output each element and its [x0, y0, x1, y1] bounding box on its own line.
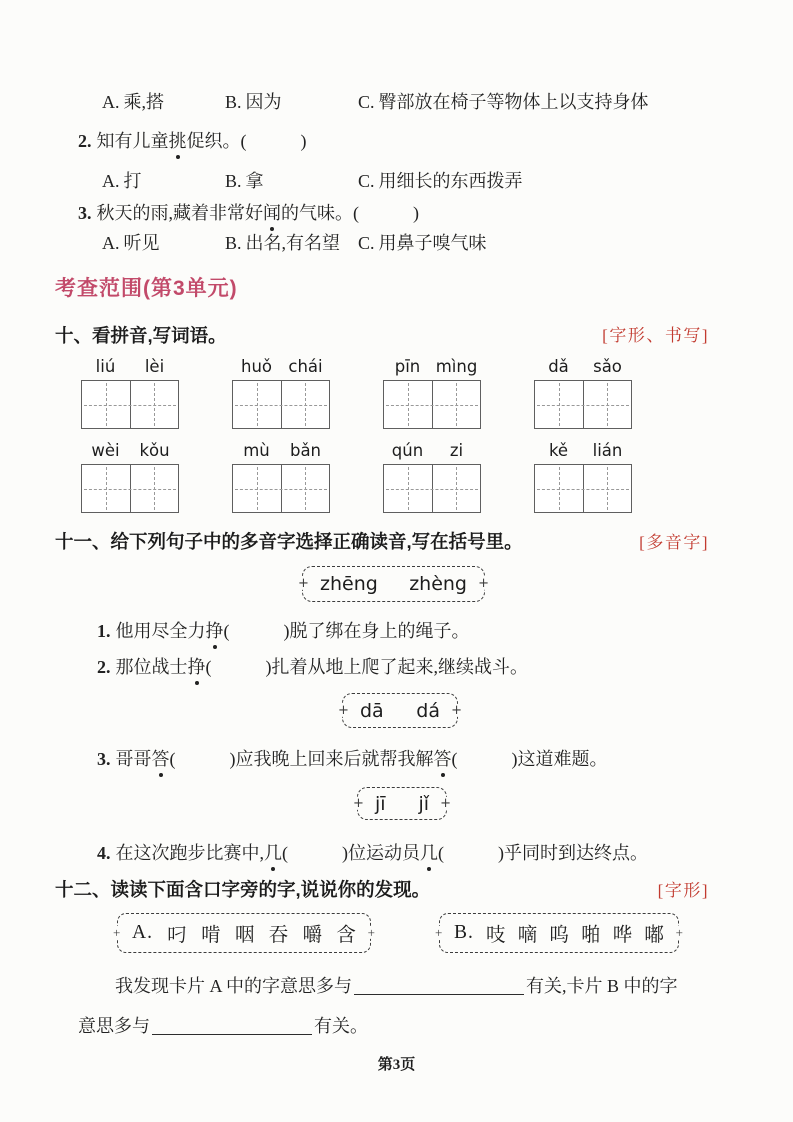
pinyin-option: + zhēng [320, 573, 378, 595]
sentence-text: 秋天的雨,藏着非常好 [96, 203, 263, 223]
writing-grid-cell [233, 381, 281, 428]
writing-grid-cell [130, 381, 179, 428]
writing-grid-box [383, 380, 481, 429]
pinyin-option: dá [416, 699, 440, 722]
question-number: 3. [78, 203, 92, 223]
option-b [225, 88, 358, 114]
discovery-text: 有关。 [314, 1016, 368, 1036]
option-a [102, 88, 225, 114]
exam-scope-header: 考查范围(第3单元) [55, 277, 238, 300]
sentence-text: )这道难题。 [511, 749, 608, 769]
pinyin-labels [232, 357, 330, 378]
emphasized-char: 答 [152, 747, 170, 771]
answer-blank [176, 763, 230, 765]
pinyin-option: zhèng [409, 573, 467, 595]
sentence-text: ( [438, 843, 444, 863]
question-number: 2. [97, 657, 111, 677]
sentence-text: )脱了绑在身上的绳子。 [283, 621, 470, 641]
card-character: 咽 [234, 925, 255, 946]
writing-grid-cell [535, 381, 583, 428]
sentence-text: ) [300, 131, 307, 151]
option-b [225, 229, 358, 255]
answer-blank [230, 635, 284, 637]
option-text: 用细长的东西拨弄 [378, 171, 523, 191]
option-b [225, 167, 358, 193]
pinyin-word-group [534, 357, 632, 429]
writing-grid-cell [82, 381, 130, 428]
writing-grid-cell [583, 381, 632, 428]
writing-grid-cell [281, 465, 330, 512]
sentence-4 [97, 841, 648, 865]
question-number: 3. [97, 749, 111, 769]
writing-grid-cell [130, 465, 179, 512]
pinyin-word-group [232, 357, 330, 429]
option-text: 出名,有名望 [245, 233, 341, 253]
section12-title: 十二、读读下面含口字旁的字,说说你的发现。 [55, 879, 431, 900]
sentence-text: ( [282, 843, 288, 863]
pinyin-syllable: zi [449, 441, 464, 460]
pinyin-labels [383, 357, 481, 378]
option-label: A. [102, 233, 120, 253]
pinyin-choice-box-zheng [302, 566, 485, 602]
card-label: + A. [132, 922, 153, 943]
pinyin-labels [81, 441, 179, 462]
card-character: 嚼 [302, 925, 323, 946]
pinyin-syllable: qún [391, 441, 424, 460]
writing-grid-cell [233, 465, 281, 512]
sentence-text: ( [169, 749, 176, 769]
card-character: 吱 [486, 925, 506, 946]
pinyin-syllable: bǎn [289, 441, 322, 460]
section11-title: 十一、给下列句子中的多音字选择正确读音,写在括号里。 [55, 531, 523, 552]
answer-blank [247, 145, 301, 147]
pinyin-syllable: kǒu [139, 441, 170, 460]
sentence-text: )扎着从地上爬了起来,继续战斗。 [265, 657, 528, 677]
sentence-text: )应我晚上回来后就帮我解 [229, 749, 434, 769]
question3-options-row [102, 229, 487, 255]
emphasized-char: 几 [264, 841, 282, 865]
pinyin-syllable: dǎ [548, 357, 569, 376]
pinyin-syllable: wèi [91, 441, 120, 460]
section10-title: 十、看拼音,写词语。 [55, 325, 227, 346]
pinyin-choice-box-ji [357, 787, 447, 820]
question-3 [78, 201, 419, 225]
option-text: 听见 [123, 233, 160, 253]
option-text: 拿 [245, 171, 264, 191]
discovery-line-2 [78, 1012, 368, 1038]
writing-grid-box [81, 380, 179, 429]
pinyin-labels [81, 357, 179, 378]
sentence-text: ( [451, 749, 458, 769]
writing-grid-box [232, 464, 330, 513]
option-c [358, 167, 523, 193]
answer-blank [288, 857, 342, 859]
card-character: 嘟 [644, 925, 664, 946]
pinyin-option: jǐ [418, 792, 429, 815]
option-text: 臀部放在椅子等物体上以支持身体 [378, 92, 649, 112]
pinyin-word-group [81, 357, 179, 429]
option-label: C. [358, 233, 375, 253]
writing-grid-box [383, 464, 481, 513]
sentence-text: 在这次跑步比赛中, [115, 843, 264, 863]
option-text: 用鼻子嗅气味 [378, 233, 487, 253]
sentence-text: 他用尽全力 [115, 621, 206, 641]
writing-grid-box [232, 380, 330, 429]
question-2 [78, 129, 307, 153]
section12-skill-tag: [字形] [657, 881, 709, 900]
sentence-2 [97, 655, 528, 679]
pinyin-words-row-1 [81, 357, 632, 429]
pinyin-word-group [383, 441, 481, 513]
character-card-b [439, 913, 679, 953]
writing-grid-box [81, 464, 179, 513]
pinyin-syllable: liú [95, 357, 116, 376]
pinyin-syllable: lián [592, 441, 623, 460]
answer-blank [458, 763, 512, 765]
pinyin-syllable: huǒ [240, 357, 272, 376]
sentence-text: ( [205, 657, 212, 677]
sentence-3 [97, 747, 608, 771]
pinyin-syllable: kě [548, 441, 569, 460]
card-character: 含 [336, 925, 356, 946]
option-label: C. [358, 171, 375, 191]
answer-blank [359, 217, 413, 219]
writing-grid-cell [384, 465, 432, 512]
option-label: A. [102, 92, 120, 112]
emphasized-char: 几 [420, 841, 438, 865]
pinyin-words-row-2 [81, 441, 632, 513]
sentence-1 [97, 619, 470, 643]
sentence-text: 促织。( [186, 131, 247, 151]
writing-grid-cell [384, 381, 432, 428]
card-character: 哗 [612, 925, 633, 946]
option-text: 因为 [245, 92, 282, 112]
option-label: B. [225, 233, 242, 253]
question-number: 2. [78, 131, 92, 151]
pinyin-syllable: mù [243, 441, 270, 460]
pinyin-word-group [534, 441, 632, 513]
pinyin-labels [534, 441, 632, 462]
pinyin-syllable: sǎo [593, 357, 622, 376]
pinyin-syllable: lèi [144, 357, 165, 376]
pinyin-syllable: pīn [394, 357, 421, 376]
sentence-text: 的气味。( [281, 203, 359, 223]
card-character: 呜 [549, 925, 569, 946]
card-label: + B. [454, 922, 474, 943]
pinyin-syllable: chái [288, 357, 323, 376]
pinyin-option: + jī [375, 792, 386, 815]
option-a [102, 167, 225, 193]
sentence-text: ) [413, 203, 419, 223]
character-card-a [117, 913, 371, 953]
writing-grid-cell [281, 381, 330, 428]
sentence-text: )乎同时到达终点。 [498, 843, 648, 863]
discovery-text: 有关,卡片 B 中的字 [526, 976, 678, 996]
card-character: 嘀 [517, 925, 538, 946]
question1-options-row [102, 88, 649, 114]
pinyin-labels [534, 357, 632, 378]
option-text: 打 [123, 171, 142, 191]
option-label: B. [225, 171, 242, 191]
pinyin-word-group [383, 357, 481, 429]
pinyin-word-group [232, 441, 330, 513]
emphasized-char: 挣 [188, 655, 206, 679]
card-character: 啪 [581, 925, 601, 946]
writing-grid-box [534, 464, 632, 513]
question2-options-row [102, 167, 523, 193]
discovery-text: 意思多与 [78, 1016, 150, 1036]
pinyin-choice-box-da [342, 693, 458, 728]
emphasized-char: 闻 [263, 201, 281, 225]
writing-grid-box [534, 380, 632, 429]
pinyin-labels [383, 441, 481, 462]
section10-skill-tag: [字形、书写] [602, 326, 709, 345]
pinyin-syllable: mìng [435, 357, 478, 376]
option-text: 乘,搭 [123, 92, 164, 112]
writing-grid-cell [82, 465, 130, 512]
option-label: A. [102, 171, 120, 191]
emphasized-char: 挣 [206, 619, 224, 643]
option-c [358, 88, 649, 114]
fill-in-blank [354, 976, 524, 995]
discovery-text: 我发现卡片 A 中的字意思多与 [115, 976, 353, 996]
option-a [102, 229, 225, 255]
sentence-text: 知有儿童 [96, 131, 169, 151]
option-c [358, 229, 487, 255]
sentence-text: 哥哥 [115, 749, 152, 769]
option-label: B. [225, 92, 242, 112]
pinyin-option: + dā [360, 699, 384, 722]
pinyin-word-group [81, 441, 179, 513]
card-character: 叼 [167, 925, 187, 946]
sentence-text: )位运动员 [342, 843, 420, 863]
discovery-line-1 [115, 972, 678, 998]
section11-skill-tag: [多音字] [639, 533, 709, 552]
answer-blank [444, 857, 498, 859]
pinyin-labels [232, 441, 330, 462]
writing-grid-cell [535, 465, 583, 512]
sentence-text: ( [223, 621, 230, 641]
emphasized-char: 答 [434, 747, 452, 771]
answer-blank [212, 671, 266, 673]
card-character: 啃 [201, 925, 221, 946]
fill-in-blank [152, 1016, 312, 1035]
writing-grid-cell [583, 465, 632, 512]
sentence-text: 那位战士 [115, 657, 188, 677]
option-label: C. [358, 92, 375, 112]
page-number: 第3页 [377, 1057, 416, 1073]
writing-grid-cell [432, 465, 481, 512]
writing-grid-cell [432, 381, 481, 428]
question-number: 4. [97, 843, 111, 863]
question-number: 1. [97, 621, 111, 641]
card-character: 吞 [268, 925, 289, 946]
emphasized-char: 挑 [169, 129, 187, 153]
